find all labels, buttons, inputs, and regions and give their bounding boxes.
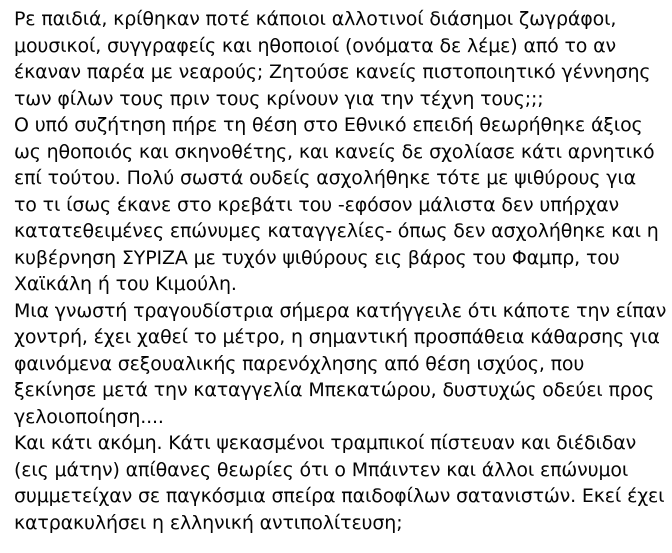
text-line: φαινόμενα σεξουαλικής παρενόχλησης από θέση ισχύος, που [14, 352, 585, 375]
text-line: μουσικοί, συγγραφείς και ηθοποιοί (ονόματα δε λέμε) από το αν [14, 34, 616, 57]
text-line: Ρε παιδιά, κρίθηκαν ποτέ κάποιοι αλλοτινοί διάσημοι ζωγράφοι, [14, 8, 617, 30]
text-line: επί τούτου. Πολύ σωστά ουδείς ασχολήθηκε τότε με ψιθύρους για [14, 167, 637, 189]
text-line: Χαϊκάλη ή του Κιμούλη. [14, 273, 237, 295]
text-line: γελοιοποίηση.... [14, 405, 164, 428]
text-line: το τι ίσως έκανε στο κρεβάτι του -εφόσον μάλιστα δεν υπήρχαν [14, 193, 619, 216]
text-line: Μια γνωστή τραγουδίστρια σήμερα κατήγγειλε ότι κάποτε την είπαν [14, 299, 667, 322]
text-line: Και κάτι ακόμη. Κάτι ψεκασμένοι τραμπικοί πίστευαν και διέδιδαν [14, 432, 637, 454]
text-line: έκαναν παρέα με νεαρούς; Ζητούσε κανείς πιστοποιητικό γέννησης [14, 61, 651, 83]
text-line: ξεκίνησε μετά την καταγγελία Μπεκατώρου, δυστυχώς οδεύει προς [14, 379, 655, 401]
post-body-text [14, 6, 668, 536]
text-line: κυβέρνηση ΣΥΡΙΖΑ με τυχόν ψιθύρους εις βάρος του Φαμπρ, του [14, 246, 620, 269]
text-line: ως ηθοποιός και σκηνοθέτης, και κανείς δε σχολίασε κάτι αρνητικό [14, 140, 655, 163]
text-line: κατατεθειμένες επώνυμες καταγγελίες- όπως δεν ασχολήθηκε και η [14, 220, 659, 242]
text-line: συμμετείχαν σε παγκόσμια σπείρα παιδοφίλων σατανιστών. Εκεί έχει [14, 485, 665, 507]
text-line: Ο υπό συζήτηση πήρε τη θέση στο Εθνικό επειδή θεωρήθηκε άξιος [14, 114, 643, 136]
text-line: κατρακυλήσει η ελληνική αντιπολίτευση; [14, 511, 403, 534]
text-line: (εις μάτην) απίθανες θεωρίες ότι ο Μπάιντεν και άλλοι επώνυμοι [14, 458, 629, 481]
text-line: των φίλων τους πριν τους κρίνουν για την τέχνη τους;;; [14, 87, 544, 110]
text-line: χοντρή, έχει χαθεί το μέτρο, η σημαντική προσπάθεια κάθαρσης για [14, 326, 660, 348]
